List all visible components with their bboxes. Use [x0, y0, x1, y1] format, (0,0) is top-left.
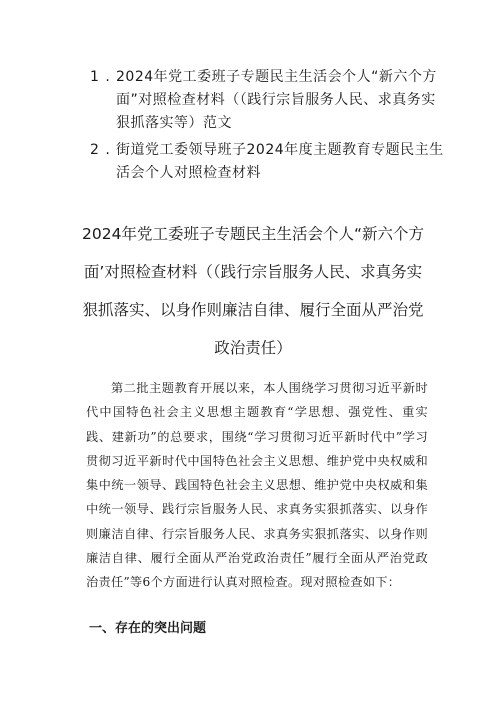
toc-item-number: 1 . [90, 69, 111, 85]
toc-item-text: 街道党工委领导班子2024年度主题教育专题民主生活会个人对照检查材料 [116, 142, 444, 181]
toc-item-number: 2 . [90, 142, 111, 158]
toc-item[interactable] [0, 66, 500, 135]
section-heading: 一、存在的突出问题 [89, 621, 207, 636]
intro-paragraph: 第二批主题教育开展以来，本人围绕学习贯彻习近平新时代中国特色社会主义思想主题教育“学思想、强党性、重实践、建新功”的总要求，围绕“学习贯彻习近平新时代中”学习贯彻习近平新时代中国特色社会主义思想、维护党中央权威和集中统一领导、践国特色社会主义思想、维护党中央权威和集中统一领导、践行宗旨服务人民、求真务实狠抓落实、以身作则廉洁自律、行宗旨服务人民、求真务实狠抓落实、以身作则廉洁自律、履行全面从严治党政治责任”履行全面从严治党政治责任”等6个方面进行认真对照检查。现对照检查如下： [86, 381, 428, 590]
document-title: 2024年党工委班子专题民主生活会个人“新六个方面’对照检查材料（（践行宗旨服务人民、求真务实狠抓落实、以身作则廉洁自律、履行全面从严治党政治责任） [82, 225, 424, 357]
toc-item[interactable] [0, 139, 500, 185]
table-of-contents [0, 66, 500, 185]
toc-item-text: 2024年党工委班子专题民主生活会个人“新六个方面”对照检查材料（（践行宗旨服务人民、求真务实狠抓落实等）范文 [116, 69, 437, 131]
